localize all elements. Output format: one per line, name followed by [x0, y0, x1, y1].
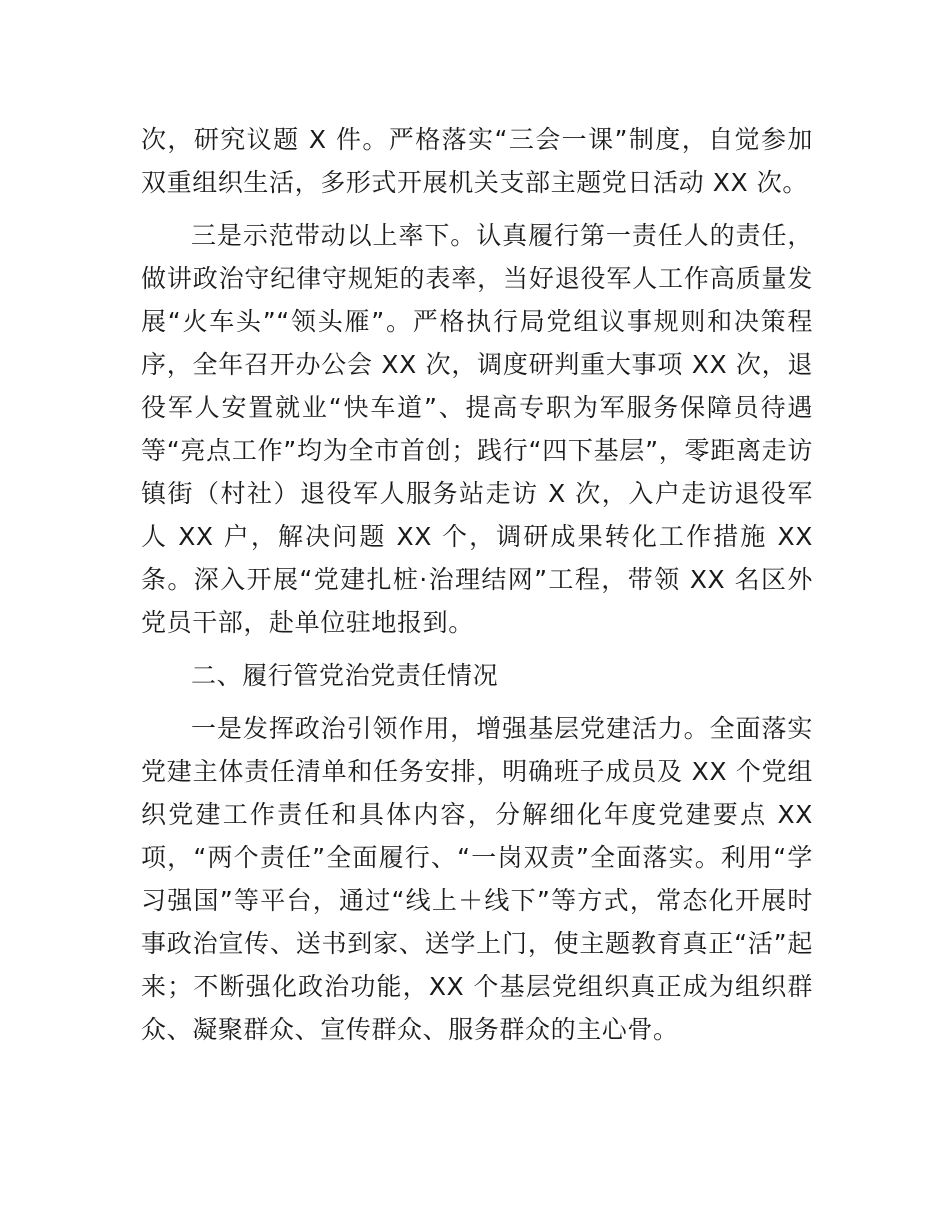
section-heading: 二、履行管党治党责任情况 — [191, 661, 499, 690]
paragraph-continuation: 次，研究议题 X 件。严格落实“三会一课”制度，自觉参加双重组织生活，多形式开展机关支部主题党日活动 XX 次。 — [141, 125, 813, 197]
paragraph-political-leadership: 一是发挥政治引领作用，增强基层党建活力。全面落实党建主体责任清单和任务安排，明确班子成员及 XX 个党组织党建工作责任和具体内容，分解细化年度党建要点 XX 项，“两个责任”全面履行、“一岗双责”全面落实。利用“学习强国”等平台，通过“线上＋线下”等方式，常态化开展时事政治宣传、送书到家、送学上门，使主题教育真正“活”起来；不断强化政治功能，XX 个基层党组织真正成为组织群众、凝聚群众、宣传群众、服务群众的主心骨。 — [141, 714, 813, 1044]
paragraph-demonstration: 三是示范带动以上率下。认真履行第一责任人的责任，做讲政治守纪律守规矩的表率，当好退役军人工作高质量发展“火车头”“领头雁”。严格执行局党组议事规则和决策程序，全年召开办公会 XX 次，调度研判重大事项 XX 次，退役军人安置就业“快车道”、提高专职为军服务保障员待遇等“亮点工作”均为全市首创；践行“四下基层”，零距离走访镇街（村社）退役军人服务站走访 X 次，入户走访退役军人 XX 户，解决问题 XX 个，调研成果转化工作措施 XX 条。深入开展“党建扎桩·治理结网”工程，带领 XX 名区外党员干部，赴单位驻地报到。 — [141, 221, 813, 637]
document-body — [141, 118, 813, 1051]
